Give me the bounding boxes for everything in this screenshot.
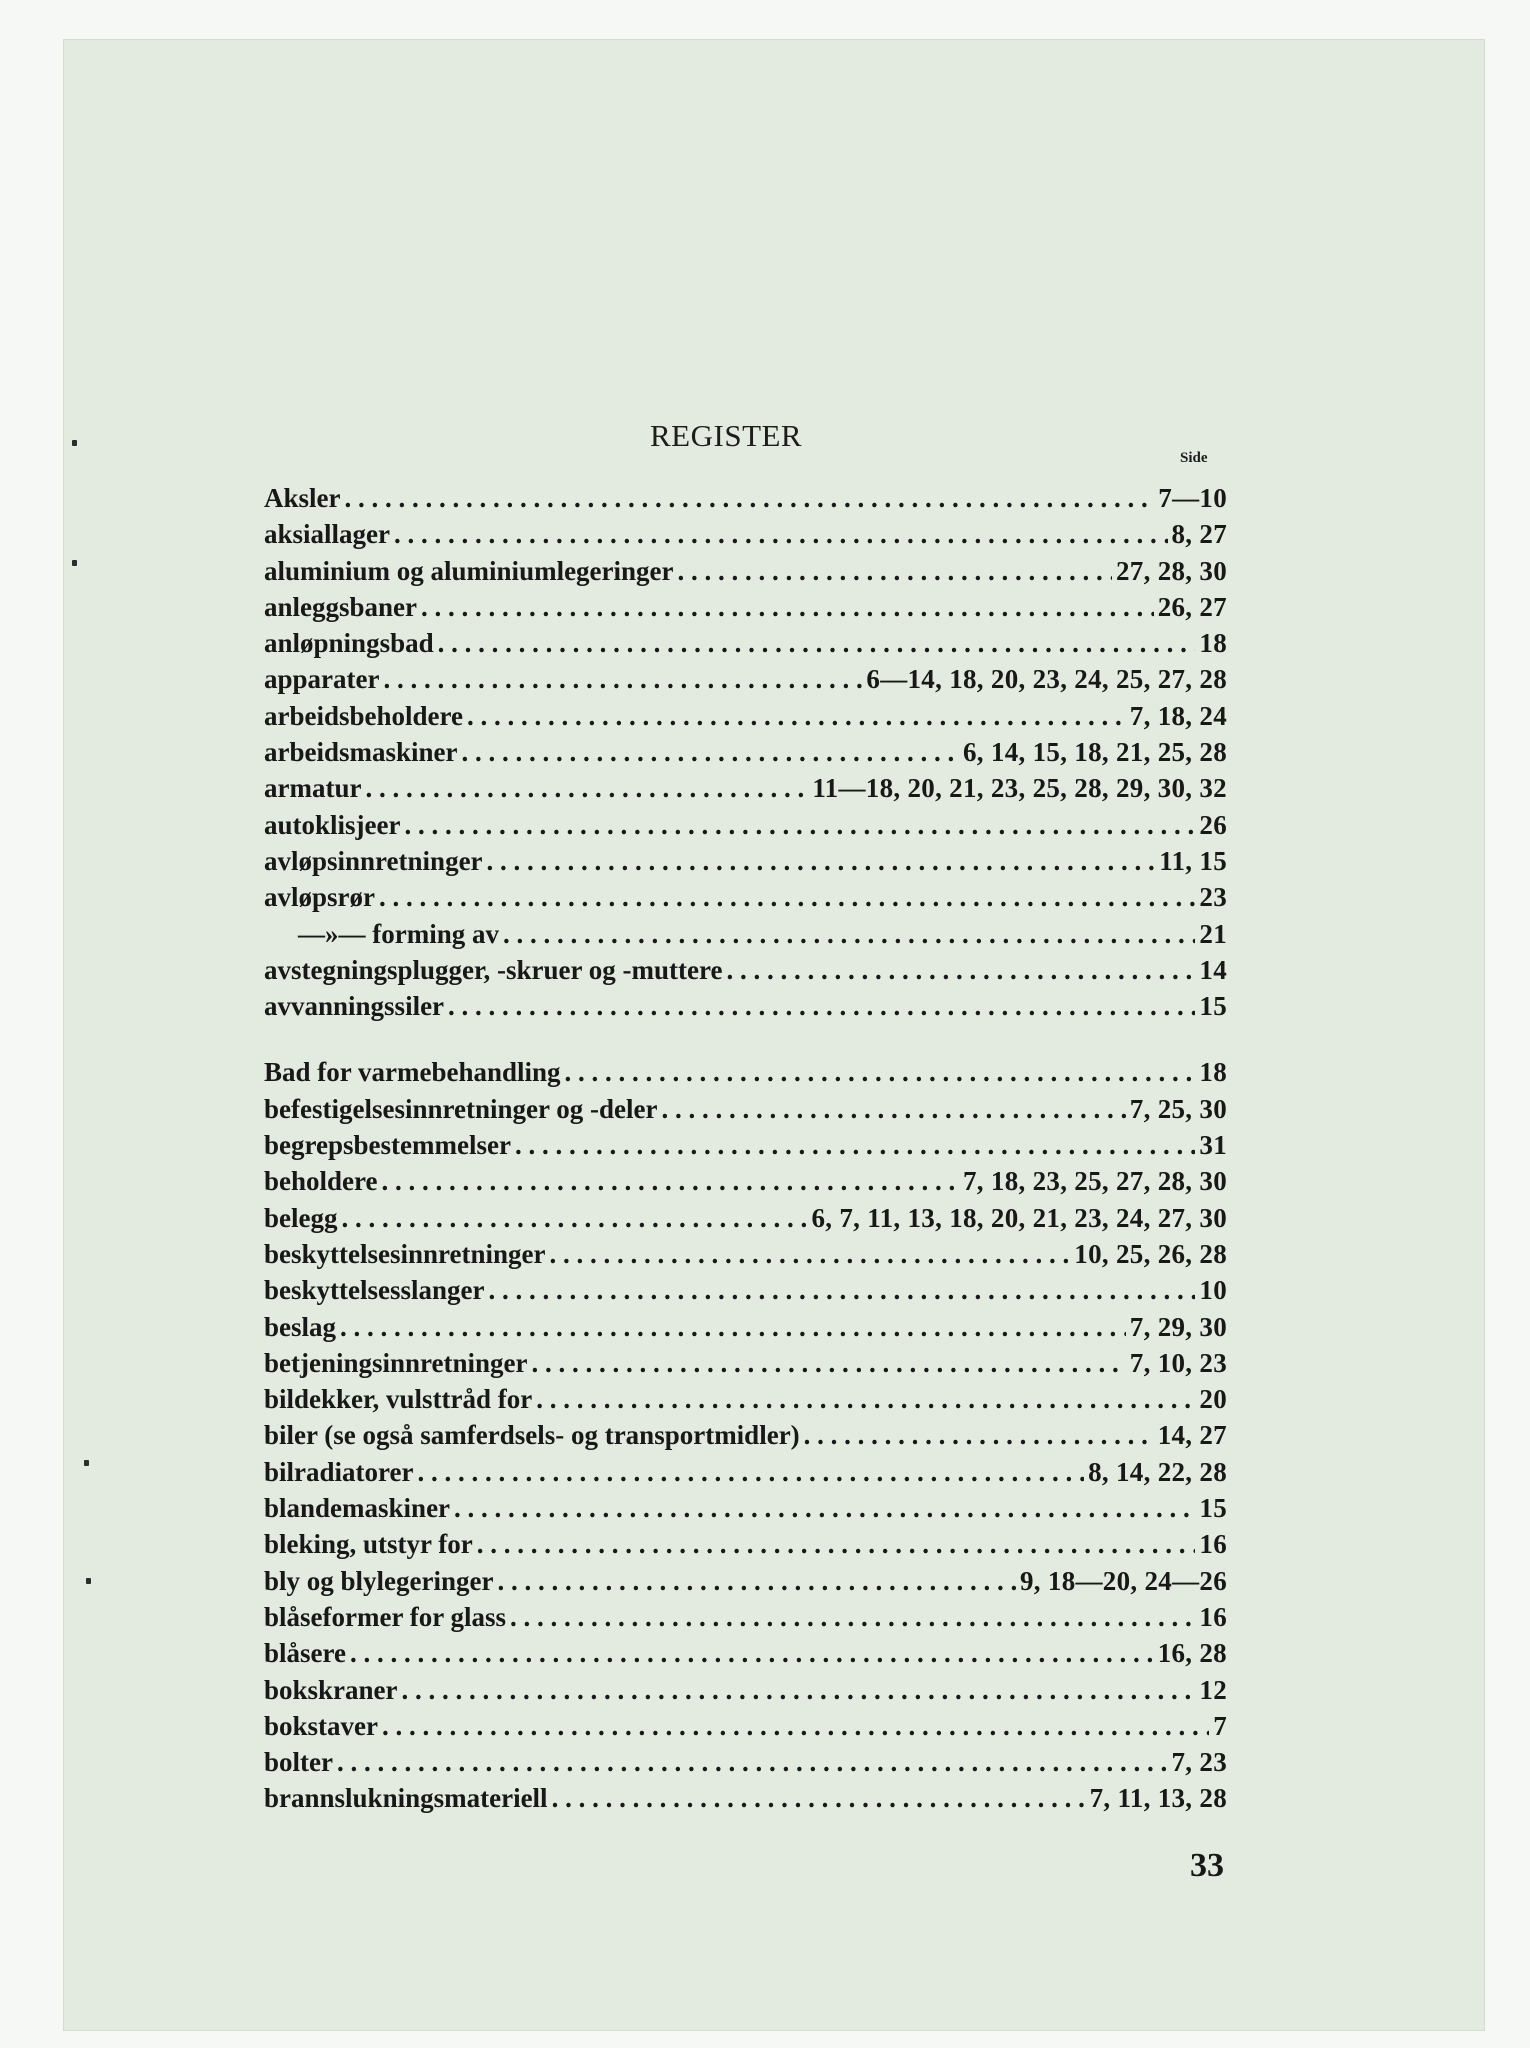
index-entry [264, 698, 1227, 734]
index-term: apparater [264, 664, 380, 695]
index-term: bly og blylegeringer [264, 1565, 494, 1596]
dot-leader [438, 625, 1196, 661]
dot-leader [402, 1672, 1196, 1708]
dot-leader [488, 1272, 1195, 1308]
dot-leader [421, 589, 1154, 625]
index-entry [264, 1599, 1227, 1635]
index-pages: 7, 11, 13, 28 [1089, 1783, 1227, 1814]
index-term: bokstaver [264, 1710, 378, 1741]
index-pages: 7, 18, 23, 25, 27, 28, 30 [963, 1166, 1227, 1197]
dot-leader [477, 1526, 1196, 1562]
index-entry [264, 1708, 1227, 1744]
dot-leader [550, 1236, 1071, 1272]
index-pages: 8, 27 [1171, 519, 1227, 550]
index-term: bokskraner [264, 1674, 398, 1705]
index-term: befestigelsesinnretninger og -deler [264, 1093, 658, 1124]
margin-mark [84, 1460, 89, 1466]
dot-leader [345, 480, 1155, 516]
dot-leader [804, 1417, 1154, 1453]
index-pages: 7, 10, 23 [1129, 1347, 1227, 1378]
index-pages: 7, 29, 30 [1129, 1311, 1227, 1342]
index-pages: 6, 14, 15, 18, 21, 25, 28 [963, 737, 1227, 768]
dot-leader [552, 1780, 1086, 1816]
index-entry [264, 1635, 1227, 1671]
index-term: bilradiatorer [264, 1456, 414, 1487]
dot-leader [661, 1091, 1125, 1127]
index-term: beskyttelsesinnretninger [264, 1238, 546, 1269]
index-pages: 12 [1199, 1674, 1227, 1705]
index-term: bildekker, vulsttråd for [264, 1384, 533, 1415]
dot-leader [515, 1127, 1195, 1163]
index-pages: 16 [1199, 1529, 1227, 1560]
index-term: anleggsbaner [264, 591, 418, 622]
index-pages: 16, 28 [1157, 1638, 1227, 1669]
dot-leader [727, 952, 1196, 988]
index-pages: 7 [1213, 1710, 1227, 1741]
index-pages: 6—14, 18, 20, 23, 24, 25, 27, 28 [866, 664, 1227, 695]
dot-leader [678, 553, 1112, 589]
index-term: avvanningssiler [264, 991, 445, 1022]
index-pages: 11—18, 20, 21, 23, 25, 28, 29, 30, 32 [812, 773, 1227, 804]
index-term: Aksler [264, 483, 341, 513]
index-entry [264, 1454, 1227, 1490]
index-pages: 9, 18—20, 24—26 [1020, 1565, 1227, 1596]
index-entry [264, 516, 1227, 552]
dot-leader [503, 916, 1195, 952]
dot-leader [462, 734, 959, 770]
index-term: avløpsinnretninger [264, 845, 483, 876]
dot-leader [467, 698, 1126, 734]
index-pages: 26 [1199, 809, 1227, 840]
index-pages: 15 [1199, 991, 1227, 1022]
index-pages: 7, 18, 24 [1129, 700, 1227, 731]
index-term: blåsere [264, 1638, 346, 1669]
index-term: blandemaskiner [264, 1493, 451, 1524]
dot-leader [487, 843, 1156, 879]
index-term: begrepsbestemmelser [264, 1130, 511, 1161]
dot-leader [383, 661, 862, 697]
column-heading-side: Side [1180, 450, 1208, 466]
index-term: beslag [264, 1311, 337, 1342]
index-term: bolter [264, 1747, 333, 1778]
dot-leader [394, 516, 1168, 552]
index-pages: 14, 27 [1157, 1420, 1227, 1451]
index-term: belegg [264, 1202, 338, 1233]
dot-leader [340, 1309, 1126, 1345]
index-pages: 6, 7, 11, 13, 18, 20, 21, 23, 24, 27, 30 [811, 1202, 1227, 1233]
index-entry [264, 879, 1227, 915]
dot-leader [404, 807, 1195, 843]
dot-leader [454, 1490, 1195, 1526]
index-entry [264, 1672, 1227, 1708]
index-pages: 18 [1199, 1057, 1227, 1088]
index-term: Bad for varmebehandling [264, 1057, 561, 1088]
index-pages: 23 [1199, 882, 1227, 913]
index-term: bleking, utstyr for [264, 1529, 473, 1560]
index-term: beholdere [264, 1166, 378, 1197]
index-entry [264, 589, 1227, 625]
index-entry [264, 1417, 1227, 1453]
index-term: betjeningsinnretninger [264, 1347, 528, 1378]
index-entry [264, 734, 1227, 770]
index-pages: 26, 27 [1157, 591, 1227, 622]
index-pages: 20 [1199, 1384, 1227, 1415]
index-term: avløpsrør [264, 882, 375, 913]
index-entry [264, 1127, 1227, 1163]
index-term: arbeidsmaskiner [264, 737, 458, 768]
index-pages: 10 [1199, 1275, 1227, 1306]
index-pages: 14 [1199, 954, 1227, 985]
index-pages: 7, 23 [1171, 1747, 1227, 1778]
index-list [264, 480, 1227, 1817]
dot-leader [350, 1635, 1154, 1671]
index-pages: 27, 28, 30 [1116, 555, 1227, 586]
dot-leader [337, 1744, 1168, 1780]
index-term: brannslukningsmateriell [264, 1783, 548, 1814]
index-term: blåseformer for glass [264, 1601, 506, 1632]
index-entry [264, 480, 1227, 516]
index-entry [264, 625, 1227, 661]
index-entry [264, 1054, 1227, 1090]
index-entry [264, 661, 1227, 697]
index-entry [264, 952, 1227, 988]
index-entry [264, 1200, 1227, 1236]
page-title: REGISTER [650, 418, 803, 453]
index-entry [264, 1309, 1227, 1345]
margin-mark [86, 1578, 91, 1584]
dot-leader [497, 1563, 1016, 1599]
index-entry [264, 1744, 1227, 1780]
dot-leader [382, 1708, 1209, 1744]
index-pages: 7, 25, 30 [1129, 1093, 1227, 1124]
index-entry [264, 1780, 1227, 1816]
index-term: aksiallager [264, 519, 390, 550]
page-number: 33 [1190, 1847, 1224, 1884]
index-entry [264, 1272, 1227, 1308]
index-entry [264, 1163, 1227, 1199]
index-term: aluminium og aluminiumlegeringer [264, 555, 674, 586]
index-term: autoklisjeer [264, 809, 401, 840]
index-entry [264, 1381, 1227, 1417]
index-entry [264, 1526, 1227, 1562]
index-entry [264, 1236, 1227, 1272]
index-term: anløpningsbad [264, 628, 434, 659]
index-entry [264, 1091, 1227, 1127]
dot-leader [510, 1599, 1195, 1635]
index-entry [264, 1345, 1227, 1381]
dot-leader [532, 1345, 1126, 1381]
index-pages: 16 [1199, 1601, 1227, 1632]
dot-leader [382, 1163, 960, 1199]
dot-leader [342, 1200, 808, 1236]
dot-leader [448, 988, 1195, 1024]
index-term: armatur [264, 773, 362, 804]
index-pages: 18 [1199, 628, 1227, 659]
index-pages: 31 [1199, 1130, 1227, 1161]
index-entry [264, 988, 1227, 1024]
index-entry [264, 553, 1227, 589]
dot-leader [365, 770, 808, 806]
index-entry [264, 1490, 1227, 1526]
index-pages: 11, 15 [1159, 845, 1227, 876]
index-pages: 7—10 [1158, 483, 1227, 513]
dot-leader [417, 1454, 1084, 1490]
index-term: avstegningsplugger, -skruer og -muttere [264, 954, 723, 985]
index-entry [264, 916, 1227, 952]
index-pages: 8, 14, 22, 28 [1088, 1456, 1227, 1487]
dot-leader [379, 879, 1195, 915]
index-entry [264, 1563, 1227, 1599]
index-entry [264, 843, 1227, 879]
index-pages: 15 [1199, 1493, 1227, 1524]
index-entry [264, 807, 1227, 843]
index-term: —»— forming av [298, 918, 499, 949]
index-entry [264, 770, 1227, 806]
index-pages: 10, 25, 26, 28 [1074, 1238, 1227, 1269]
index-term: biler (se også samferdsels- og transportmidler) [264, 1420, 800, 1451]
index-term: arbeidsbeholdere [264, 700, 464, 731]
dot-leader [536, 1381, 1195, 1417]
index-term: beskyttelsesslanger [264, 1275, 485, 1306]
index-pages: 21 [1199, 918, 1227, 949]
dot-leader [565, 1054, 1196, 1090]
margin-mark [72, 440, 77, 446]
margin-mark [72, 560, 77, 566]
